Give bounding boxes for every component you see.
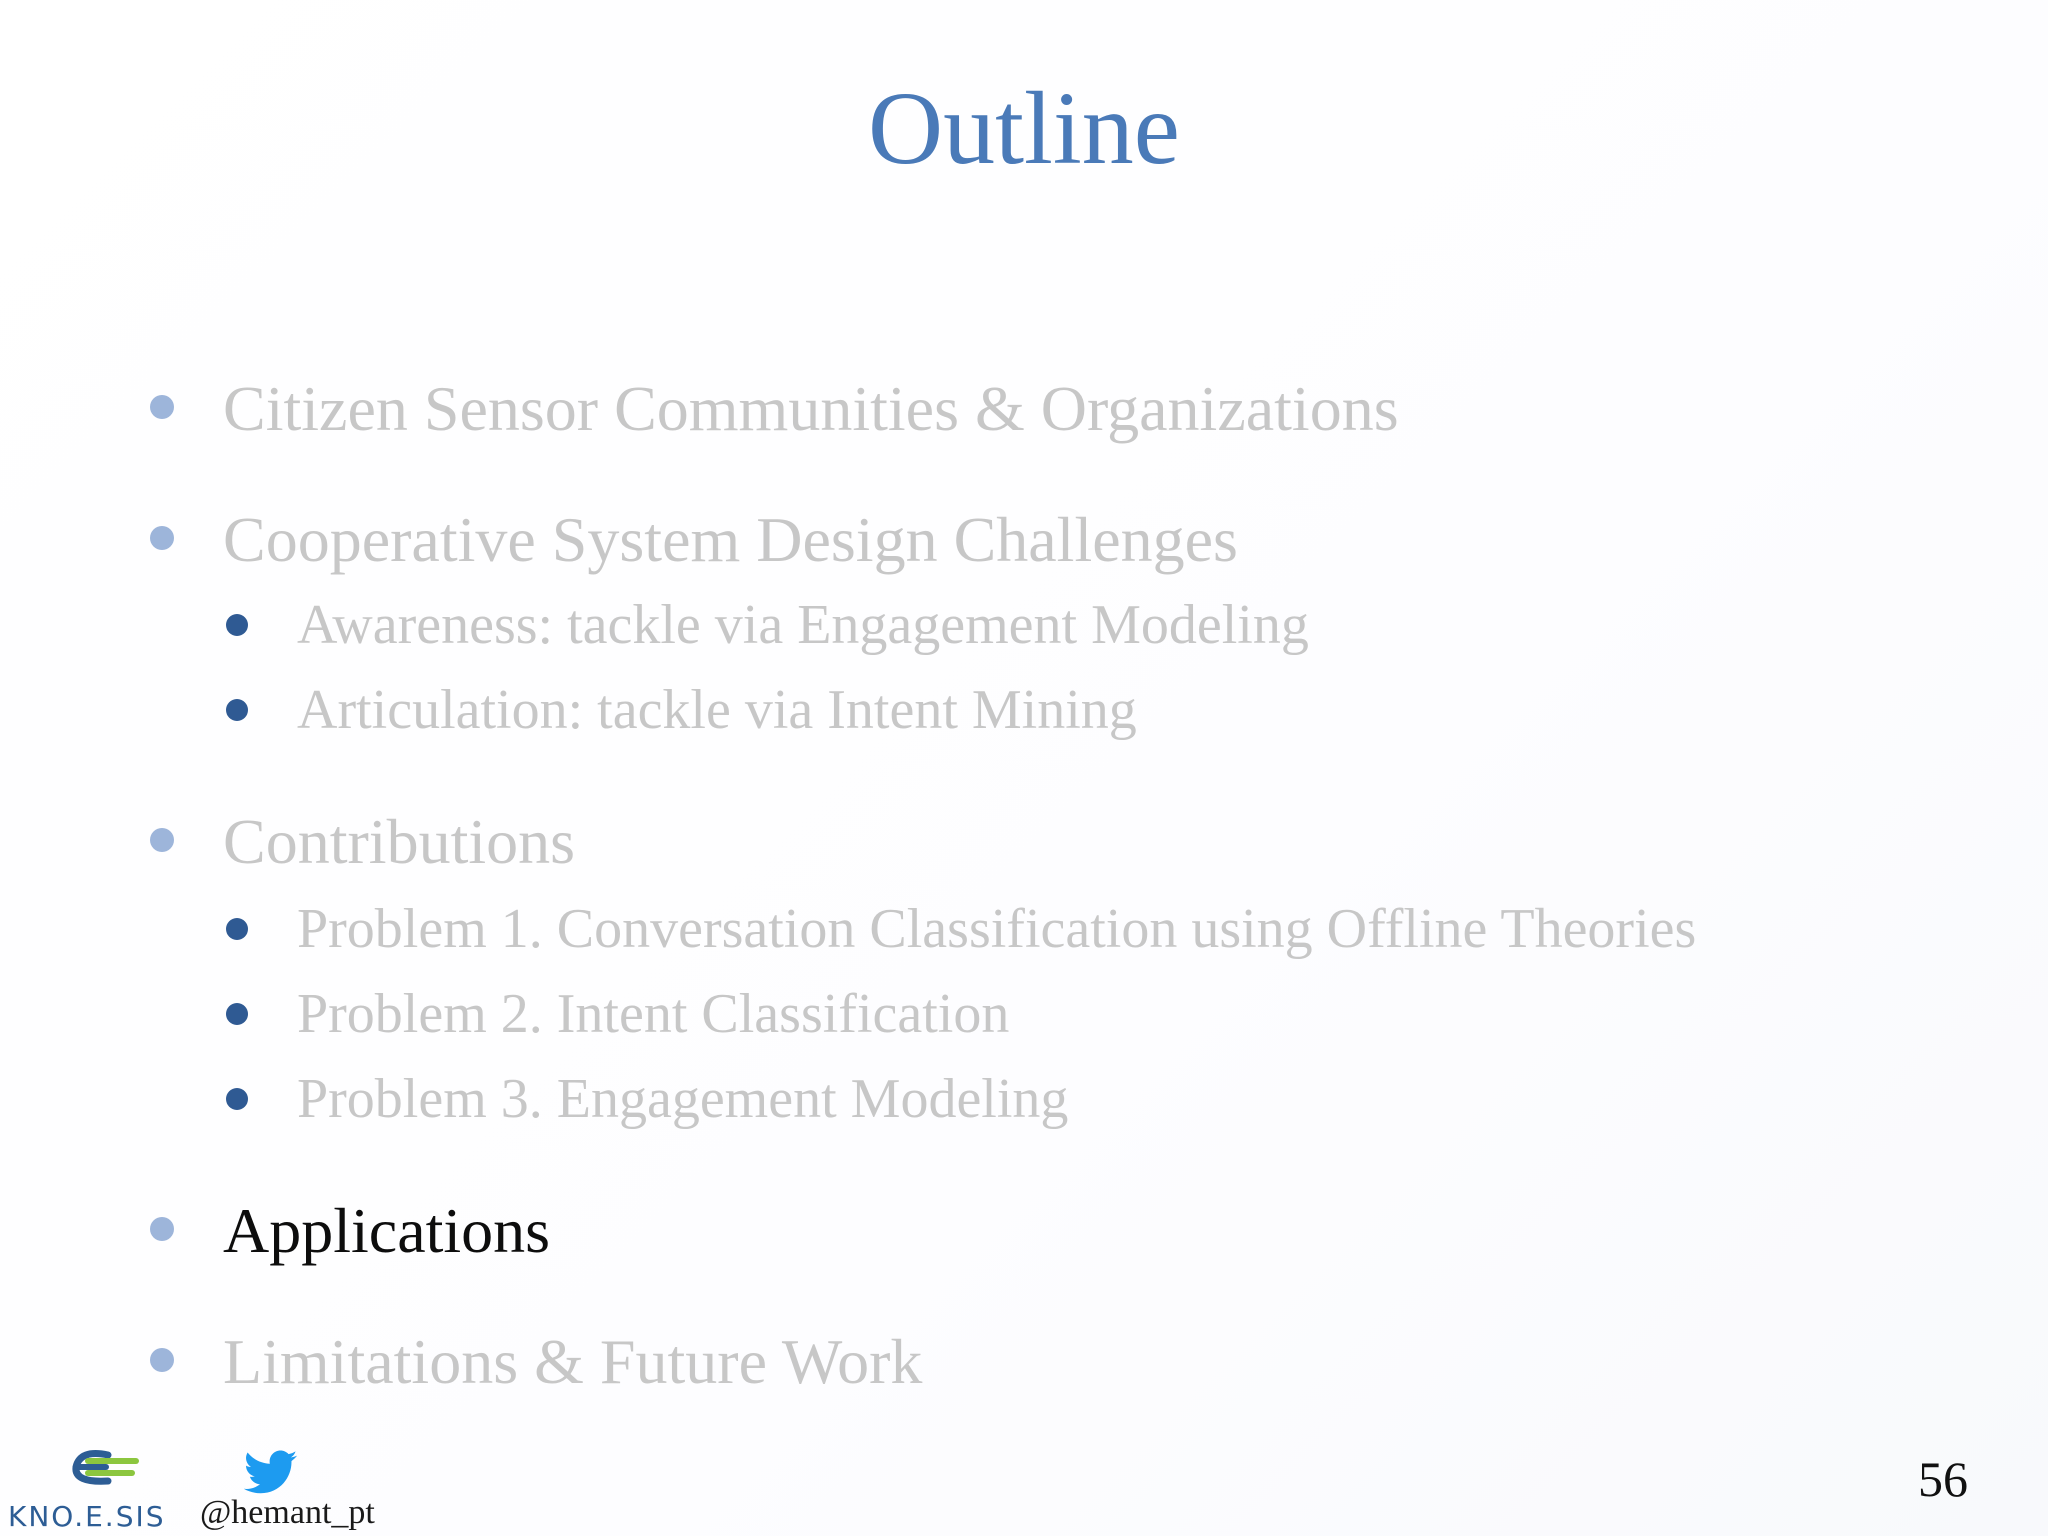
outline-item-label: Problem 2. Intent Classification [297, 983, 1010, 1045]
bullet-icon [150, 828, 174, 852]
outline-item-applications [223, 1194, 550, 1268]
outline-item-contributions [223, 805, 575, 879]
page-number: 56 [1918, 1451, 1968, 1507]
outline-item-label: Problem 1. Conversation Classification using Offline Theories [297, 898, 1697, 960]
outline-item-label: Articulation: tackle via Intent Mining [297, 679, 1137, 741]
slide-title: Outline [868, 71, 1180, 186]
bullet-icon [150, 1348, 174, 1372]
sub-bullet-icon [226, 1088, 248, 1110]
outline-item-label: Problem 3. Engagement Modeling [297, 1068, 1069, 1130]
outline-item-label: Contributions [223, 806, 576, 877]
outline-subitem-awareness [297, 592, 1309, 657]
bullet-icon [150, 395, 174, 419]
outline-subitem-problem-1 [297, 896, 1696, 961]
outline-subitem-articulation [297, 677, 1137, 742]
outline-item-label: Limitations & Future Work [223, 1326, 923, 1397]
bullet-icon [150, 526, 174, 550]
outline-subitem-problem-3 [297, 1066, 1068, 1131]
bullet-icon [150, 1217, 174, 1241]
outline-item-label: Awareness: tackle via Engagement Modeling [297, 594, 1309, 656]
twitter-bird-icon [244, 1450, 298, 1496]
sub-bullet-icon [226, 614, 248, 636]
outline-subitem-problem-2 [297, 981, 1009, 1046]
outline-item-citizen-sensor [223, 372, 1399, 446]
outline-item-label: Cooperative System Design Challenges [223, 504, 1238, 575]
outline-item-limitations [223, 1325, 922, 1399]
outline-item-label: Citizen Sensor Communities & Organizations [223, 373, 1399, 444]
logo-text: KNO.E.SIS [8, 1500, 166, 1533]
outline-item-cooperative-design [223, 503, 1238, 577]
sub-bullet-icon [226, 699, 248, 721]
twitter-handle: @hemant_pt [200, 1494, 375, 1531]
sub-bullet-icon [226, 1003, 248, 1025]
outline-item-label: Applications [223, 1195, 551, 1266]
sub-bullet-icon [226, 918, 248, 940]
